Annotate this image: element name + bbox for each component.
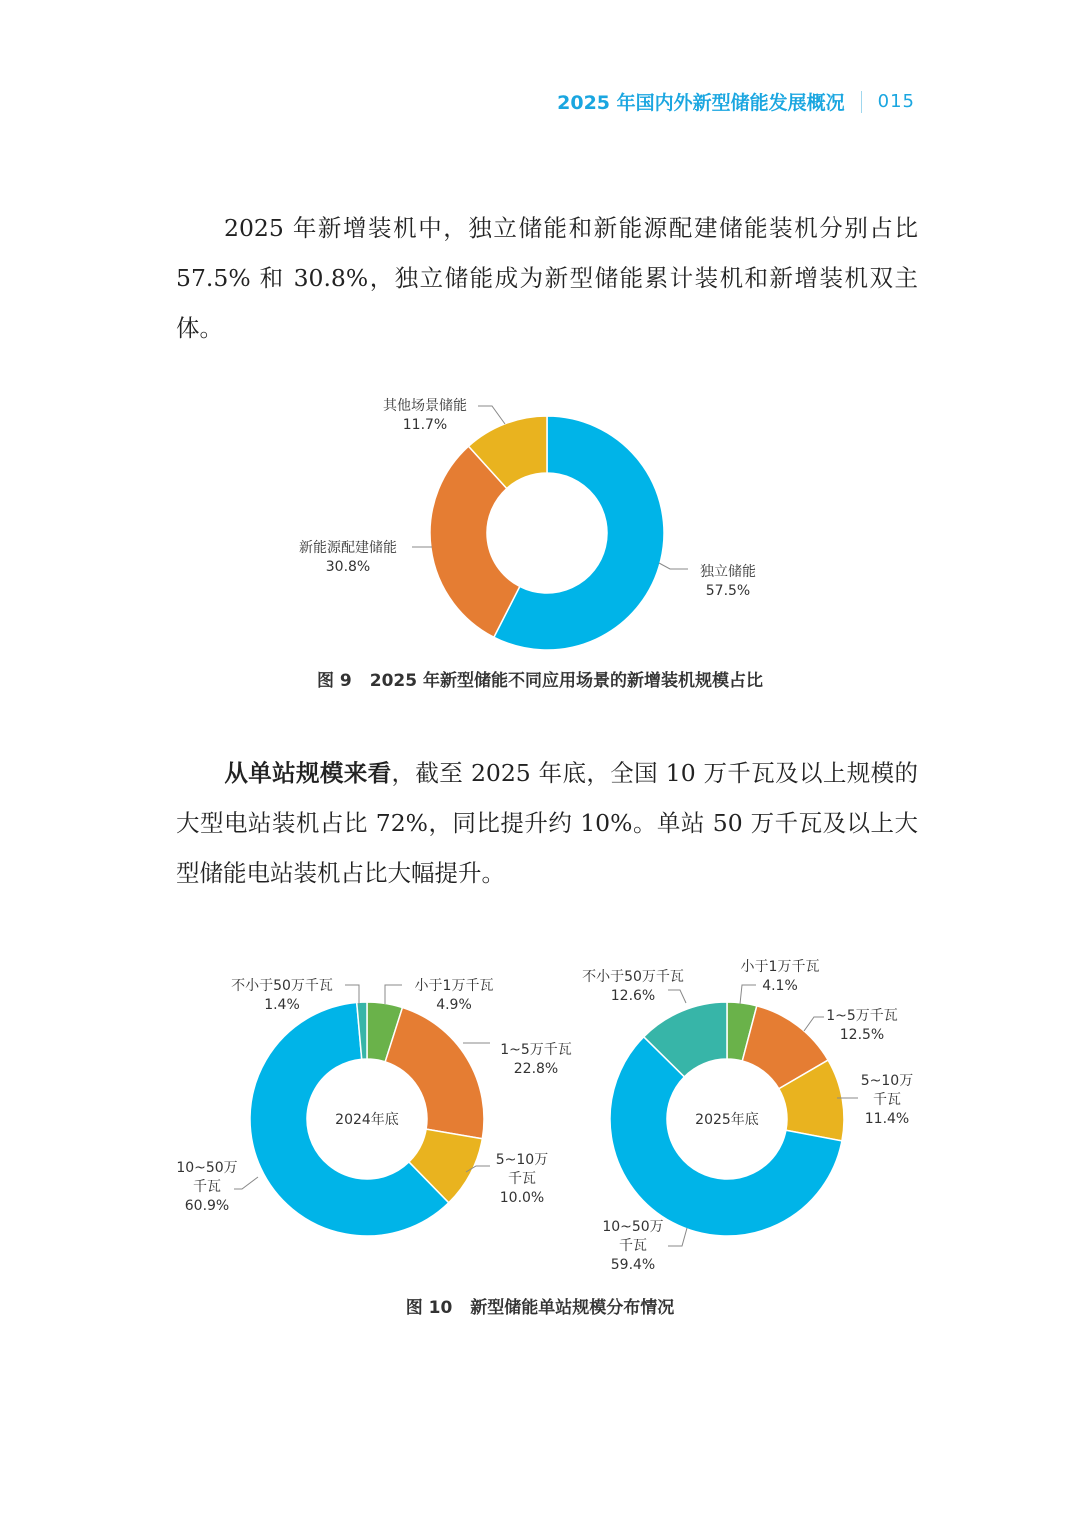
slice-category-label: 5~10万 [860, 1073, 914, 1089]
slice-category-label: 1~5万千瓦 [826, 1008, 898, 1024]
leader-line [659, 563, 688, 569]
leader-line [804, 1017, 824, 1031]
leader-line [668, 990, 686, 1003]
donut-center-label: 2024年底 [335, 1112, 399, 1128]
figure-10-number: 图 10 [405, 1298, 453, 1318]
donut-chart-2 [176, 978, 571, 1236]
slice-value-label: 4.1% [762, 978, 798, 994]
leader-line [740, 985, 756, 1004]
slice-category-label: 独立储能 [700, 564, 756, 580]
leader-line [234, 1177, 258, 1189]
figure-9-number: 图 9 [317, 671, 352, 691]
donut-chart-1 [299, 397, 756, 650]
slice-category-label: 千瓦 [873, 1092, 901, 1108]
slice-category-label: 小于1万千瓦 [740, 959, 820, 975]
header-title: 2025 年国内外新型储能发展概况 [557, 92, 845, 114]
donut-chart-3 [582, 959, 913, 1273]
leader-line [345, 985, 359, 1004]
slice-category-label: 其他场景储能 [383, 398, 467, 414]
slice-value-label: 1.4% [264, 997, 300, 1013]
leader-line [478, 406, 505, 424]
slice-value-label: 11.4% [864, 1111, 910, 1127]
slice-category-label: 不小于50万千瓦 [582, 969, 684, 985]
slice-category-label: 新能源配建储能 [299, 540, 397, 556]
slice-category-label: 千瓦 [619, 1238, 647, 1254]
slice-value-label: 22.8% [513, 1061, 559, 1077]
slice-value-label: 12.6% [610, 988, 656, 1004]
paragraph-2-lead: 从单站规模来看 [224, 759, 392, 787]
leader-line [668, 1228, 687, 1246]
figure-10-title: 新型储能单站规模分布情况 [470, 1298, 675, 1318]
slice-category-label: 10~50万 [176, 1160, 238, 1176]
donut-slice [385, 1008, 484, 1139]
slice-value-label: 11.7% [402, 417, 448, 433]
donut-center-label: 2025年底 [695, 1112, 759, 1128]
slice-value-label: 10.0% [499, 1190, 545, 1206]
slice-category-label: 1~5万千瓦 [500, 1042, 572, 1058]
slice-value-label: 60.9% [184, 1198, 230, 1214]
paragraph-1-text: 2025 年新增装机中，独立储能和新能源配建储能装机分别占比 57.5% 和 30.8%，独立储能成为新型储能累计装机和新增装机双主体。 [176, 214, 918, 342]
slice-value-label: 30.8% [325, 559, 371, 575]
paragraph-2-text: ，截至 2025 年底，全国 10 万千瓦及以上规模的大型电站装机占比 72%，同比提升约 10%。单站 50 万千瓦及以上大型储能电站装机占比大幅提升。 [176, 759, 919, 887]
slice-category-label: 不小于50万千瓦 [231, 978, 333, 994]
figure-9-title: 2025 年新型储能不同应用场景的新增装机规模占比 [369, 671, 763, 691]
slice-value-label: 4.9% [436, 997, 472, 1013]
page-number: 015 [877, 91, 915, 112]
slice-category-label: 小于1万千瓦 [414, 978, 494, 994]
slice-value-label: 12.5% [839, 1027, 885, 1043]
slice-category-label: 千瓦 [193, 1179, 221, 1195]
slice-category-label: 10~50万 [602, 1219, 664, 1235]
slice-category-label: 5~10万 [495, 1152, 549, 1168]
slice-category-label: 千瓦 [508, 1171, 536, 1187]
slice-value-label: 57.5% [705, 583, 751, 599]
leader-line [385, 985, 402, 1004]
slice-value-label: 59.4% [610, 1257, 656, 1273]
